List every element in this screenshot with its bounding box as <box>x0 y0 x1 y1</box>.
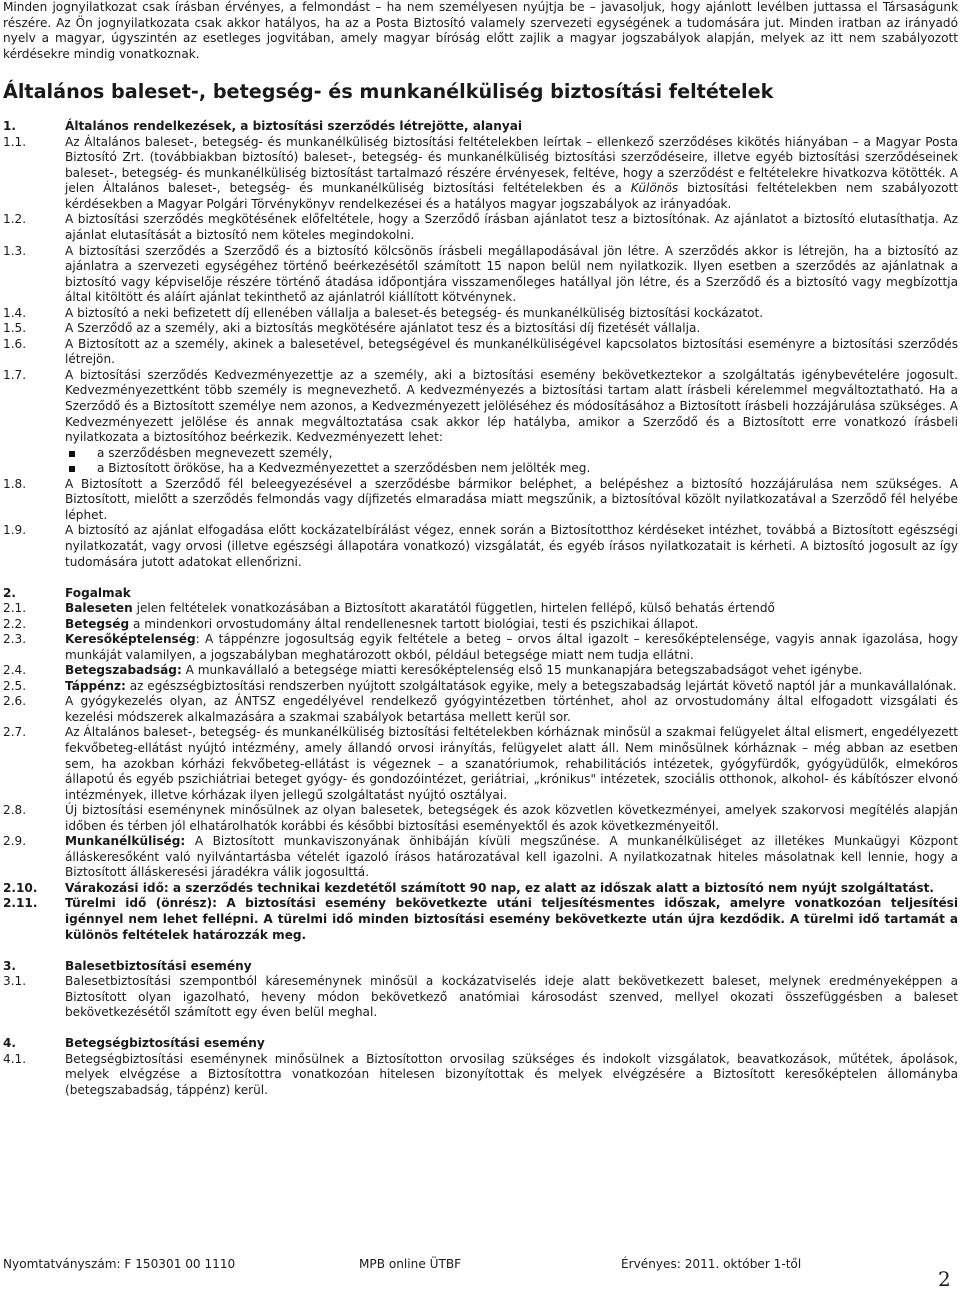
definition-2-4 <box>3 663 958 679</box>
clause-number: 1.7. <box>3 367 27 382</box>
clause-3-1 <box>3 974 958 1021</box>
section-3 <box>3 959 958 1021</box>
clause-4-1 <box>3 1052 958 1099</box>
clause-number: 1.4. <box>3 305 27 320</box>
clause-text: A biztosító az ajánlat elfogadása előtt kockázatelbírálást végez, ennek során a Biztosítotthoz kérdéseket intézhet, továbbá a Biztosított egészségi nyilatkozatát, vagy orvosi (illetve egészségi állapotára vonatkozó) vizsgálatát, és egyéb írásos nyilatkozatait is kérheti. A biztosító jogosult az így tudomására jutott adatokat ellenőrizni. <box>65 523 958 569</box>
clause-number: 1.1. <box>3 134 27 149</box>
clause-number: 2.3. <box>3 632 27 647</box>
list-item: a Biztosított örököse, ha a Kedvezményezettet a szerződésben nem jelölték meg. <box>65 461 958 477</box>
clause-number: 1.6. <box>3 336 27 351</box>
clause-1-6 <box>3 337 958 368</box>
clause-number: 3.1. <box>3 974 27 989</box>
section-number: 2. <box>3 585 17 600</box>
section-heading <box>3 586 958 602</box>
product-name: MPB online ÜTBF <box>359 1257 462 1271</box>
clause-number: 2.11. <box>3 896 38 911</box>
document-body <box>3 0 958 1099</box>
definition-2-9 <box>3 834 958 881</box>
clause-text: A biztosítási szerződés a Szerződő és a biztosító kölcsönös írásbeli megállapodásával jön létre. A szerződés akkor is létrejön, ha a biztosító az ajánlatra a szervezeti egységéhez történő beérkezésétől számított 15 napon belül nem nyilatkozik. Ilyen esetben a szerződés az ajánlatnak a biztosító vagy képviselője részére történő átadása időpontjára visszamenőleges hatállyal jön létre, és a Szerződő és a biztosító vagy megbízottja által kitöltött és aláírt ajánlat tekinthető az ajánlatról kiállított kötvénynek. <box>65 243 958 305</box>
section-number: 4. <box>3 1036 17 1051</box>
clause-text: Türelmi idő (önrész): A biztosítási esemény bekövetkezte utáni teljesítésmentes időszak, amelyre vonatkozóan teljesítési igénnyel nem lehet fellépni. A türelmi idő minden biztosítási esemény bekövetkezte után újra kezdődik. A türelmi idő tartamát a különös feltételek határozzák meg. <box>65 896 958 942</box>
clause-1-7 <box>3 368 958 477</box>
clause-number: 2.2. <box>3 616 27 631</box>
clause-text: A Biztosított az a személy, akinek a balesetével, betegségével és munkanélküliségével kapcsolatos biztosítási eseményre a biztosítási szerződés létrejön. <box>65 336 958 367</box>
definition-2-2 <box>3 617 958 633</box>
clause-number: 2.4. <box>3 663 27 678</box>
clause-text: Baleseten jelen feltételek vonatkozásában a Biztosított akaratától független, hirtelen fellépő, külső behatás értendő <box>65 601 775 616</box>
section-heading <box>3 119 958 135</box>
section-heading <box>3 1036 958 1052</box>
clause-1-8 <box>3 477 958 524</box>
intro-paragraph: Minden jognyilatkozat csak írásban érvényes, a felmondást – ha nem személyesen nyújtja be – javasoljuk, hogy ajánlott levélben juttassa el Társaságunk részére. Az Ön jognyilatkozata csak akkor hatályos, ha az a Posta Biztosító valamely szervezeti egységének a tudomására jut. Minden iratban az irányadó nyelv a magyar, úgyszintén az esetleges jogvitában, amely magyar bíróság előtt zajlik a magyar jogszabályok alapján, melyek az itt nem szabályozott kérdésekre mindig vonatkoznak. <box>3 0 958 61</box>
definition-2-8 <box>3 803 958 834</box>
clause-number: 1.9. <box>3 523 27 538</box>
clause-number: 4.1. <box>3 1051 27 1066</box>
clause-1-5 <box>3 321 958 337</box>
clause-1-3 <box>3 244 958 306</box>
clause-text: Az Általános baleset-, betegség- és munkanélküliség biztosítási feltételekben kórháznak minősül a szakmai felügyelet által elismert, engedélyezett fekvőbeteg-ellátást nyújtó intézmény, amely állandó orvosi irányítás, felügyelet alatt áll. Nem minősülnek kórháznak – még abban az esetben sem, ha azokban kórházi fekvőbeteg-ellátást is végeznek – a szanatóriumok, rehabilitációs intézetek, gyógyfürdők, gyógyüdülők, elmekóros állapotú és egyéb pszichiátriai beteget gyógy- és gondozóintézet, geriátriai, „krónikus" intézetek, szociális otthonok, alkohol- és kábítószer elvonó intézmények, illetve kórházak ilyen jellegű szolgáltatást nyújtó osztályai. <box>65 725 958 802</box>
section-title: Általános rendelkezések, a biztosítási szerződés létrejötte, alanyai <box>65 119 523 134</box>
clause-text: Munkanélküliség: A Biztosított munkaviszonyának önhibáján kívüli megszűnése. A munkanélküliséget az illetékes Munkaügyi Központ álláskeresőként való nyilvántartásba vételét igazoló írásos határozatával kell igazolni. A nyilatkozatnak hiteles másolatnak kell lennie, hogy a Biztosított álláskeresési járadékra válik jogosulttá. <box>65 834 958 880</box>
definition-2-5 <box>3 679 958 695</box>
definition-2-7 <box>3 725 958 803</box>
clause-text: Betegszabadság: A munkavállaló a betegsége miatti keresőképtelenség első 15 munkanapjára betegszabadságot vehet igénybe. <box>65 663 863 678</box>
definition-2-10 <box>3 881 958 897</box>
section-heading <box>3 959 958 975</box>
beneficiary-list <box>65 446 958 477</box>
clause-text: Betegségbiztosítási eseménynek minősülnek a Biztosítotton orvosilag szükséges és indokolt vizsgálatok, beavatkozások, műtétek, ápolások, melyek elvégzése a Biztosítottra vonatkozóan hitelesen bizonyítottak és melyek elvégzésére a Biztosított keresőképtelen állományba (betegszabadság, táppénz) kerül. <box>65 1051 958 1097</box>
clause-text: A biztosítási szerződés Kedvezményezettje az a személy, aki a biztosítási esemény bekövetkeztekor a szolgáltatás igénybevételére jogosult. Kedvezményezettként több személy is megnevezhető. A kedvezményezés a biztosítási tartam alatt írásbeli kérelemmel megváltoztatható. Ha a Szerződő és a Biztosított személye nem azonos, a Kedvezményezett jelöléséhez és módosításához a Biztosított írásbeli hozzájárulása szükséges. A Kedvezményezett jelölése és annak megváltoztatása csak akkor lép hatályba, amikor a Szerződő és a Biztosított erre vonatkozó írásbeli nyilatkozata a biztosítóhoz beérkezik. Kedvezményezett lehet: a szerződésben megnevezett személy, a Biztosított örököse, ha a Kedvezményezettet a szerződésben nem jelölték meg. <box>65 367 958 476</box>
clause-number: 2.1. <box>3 601 27 616</box>
clause-number: 1.5. <box>3 321 27 336</box>
clause-number: 2.7. <box>3 725 27 740</box>
clause-number: 1.3. <box>3 243 27 258</box>
clause-number: 1.2. <box>3 212 27 227</box>
clause-text: A Biztosított a Szerződő fél beleegyezésével a szerződésbe bármikor beléphet, a belépéshez a biztosító hozzájárulása nem szükséges. A Biztosított, mielőtt a szerződés felmondás vagy díjfizetés elmaradása miatt megszűnik, a biztosítóval közölt nyilatkozatával a Szerződő fél helyébe léphet. <box>65 476 958 522</box>
definition-2-1 <box>3 601 958 617</box>
clause-text: A biztosító a neki befizetett díj ellenében vállalja a baleset-és betegség- és munkanélküliség biztosítási kockázatot. <box>65 305 764 320</box>
clause-1-1 <box>3 135 958 213</box>
section-4 <box>3 1036 958 1098</box>
section-title: Fogalmak <box>65 585 131 600</box>
clause-text: Új biztosítási eseménynek minősülnek az olyan balesetek, betegségek és azok közvetlen következményei, amelyek szakorvosi megítélés alapján időben és térben jól elhatárolhatók korábbi és későbbi biztosítási eseményektől és azok következményeitől. <box>65 803 958 833</box>
clause-text: A gyógykezelés olyan, az ÁNTSZ engedélyével rendelkező gyógyintézetben történhet, ahol az orvostudomány által elfogadott vizsgálati és kezelési módszerek alkalmazására a szakmai szabályok betartása mellett kerül sor. <box>65 694 958 724</box>
page-number: 2 <box>938 1267 951 1291</box>
bullet-icon <box>65 446 97 462</box>
section-number: 3. <box>3 958 17 973</box>
clause-text: Betegség a mindenkori orvostudomány által rendellenesnek tartott biológiai, testi és pszichikai állapot. <box>65 616 699 631</box>
clause-number: 2.10. <box>3 880 38 895</box>
clause-number: 2.6. <box>3 694 27 709</box>
section-2 <box>3 586 958 944</box>
list-item: a szerződésben megnevezett személy, <box>65 446 958 462</box>
definition-2-3 <box>3 632 958 663</box>
clause-1-9 <box>3 523 958 570</box>
section-number: 1. <box>3 119 17 134</box>
definition-2-6 <box>3 694 958 725</box>
clause-number: 2.8. <box>3 803 27 818</box>
section-title: Betegségbiztosítási esemény <box>65 1036 265 1051</box>
clause-text: Balesetbiztosítási szempontból káreseménynek minősül a kockázatviselés ideje alatt bekövetkezett baleset, melynek eredményeképpen a Biztosított olyan igazolható, heveny módon bekövetkező anatómiai károsodást szenved, mellyel okozati összefüggésben a baleset bekövetkezésétől számított egy éven belül meghal. <box>65 974 958 1020</box>
clause-number: 2.5. <box>3 678 27 693</box>
form-number: Nyomtatványszám: F 150301 00 1110 <box>3 1257 236 1271</box>
clause-text: Várakozási idő: a szerződés technikai kezdetétől számított 90 nap, ez alatt az időszak alatt a biztosító nem nyújt szolgáltatást. <box>65 880 934 895</box>
clause-text: Táppénz: az egészségbiztosítási rendszerben nyújtott szolgáltatások egyike, mely a betegszabadság lejártát követő naptól jár a munkavállalónak. <box>65 678 957 693</box>
page-title: Általános baleset-, betegség- és munkanélküliség biztosítási feltételek <box>3 80 774 104</box>
clause-1-4 <box>3 306 958 322</box>
clause-number: 2.9. <box>3 834 27 849</box>
clause-text: A biztosítási szerződés megkötésének előfeltétele, hogy a Szerződő írásban ajánlatot tesz a biztosítónak. Az ajánlatot a biztosító elutasíthatja. Az ajánlat elutasítását a biztosító nem köteles megindokolni. <box>65 212 958 243</box>
clause-1-2 <box>3 212 958 243</box>
section-title: Balesetbiztosítási esemény <box>65 958 252 973</box>
bullet-icon <box>65 461 97 477</box>
clause-text: Az Általános baleset-, betegség- és munkanélküliség biztosítási feltételekben leírtak – ellenkező szerződéses kikötés hiányában – a Magyar Posta Biztosító Zrt. (továbbiakban biztosító) baleset-, betegség- és munkanélküliség biztosítási szerződéseire, illetve egyéb biztosítási szerződéseinek baleset-, betegség- és munkanélküliség biztosítást tartalmazó részére érvényesek, feltéve, hogy a szerződést e feltételekre hivatkozva kötötték. A jelen Általános baleset-, betegség- és munkanélküliség biztosítási feltételekben és a Különös biztosítási feltételekben nem szabályozott kérdésekben a Magyar Polgári Törvénykönyv rendelkezései és a hatályos magyar jogszabályok az irányadóak. <box>65 134 958 211</box>
section-1 <box>3 119 958 570</box>
clause-text: A Szerződő az a személy, aki a biztosítás megkötésére ajánlatot tesz és a biztosítási díj fizetését vállalja. <box>65 321 701 336</box>
definition-2-11 <box>3 896 958 943</box>
validity-date: Érvényes: 2011. október 1-től <box>621 1257 802 1271</box>
clause-number: 1.8. <box>3 476 27 491</box>
clause-text: Keresőképtelenség: A táppénzre jogosultság egyik feltétele a beteg – orvos által igazolt – keresőképtelensége, vagyis annak igazolása, hogy munkáját valamilyen, a jogszabályban meghatározott okból, például betegsége miatt nem tudja ellátni. <box>65 632 958 662</box>
